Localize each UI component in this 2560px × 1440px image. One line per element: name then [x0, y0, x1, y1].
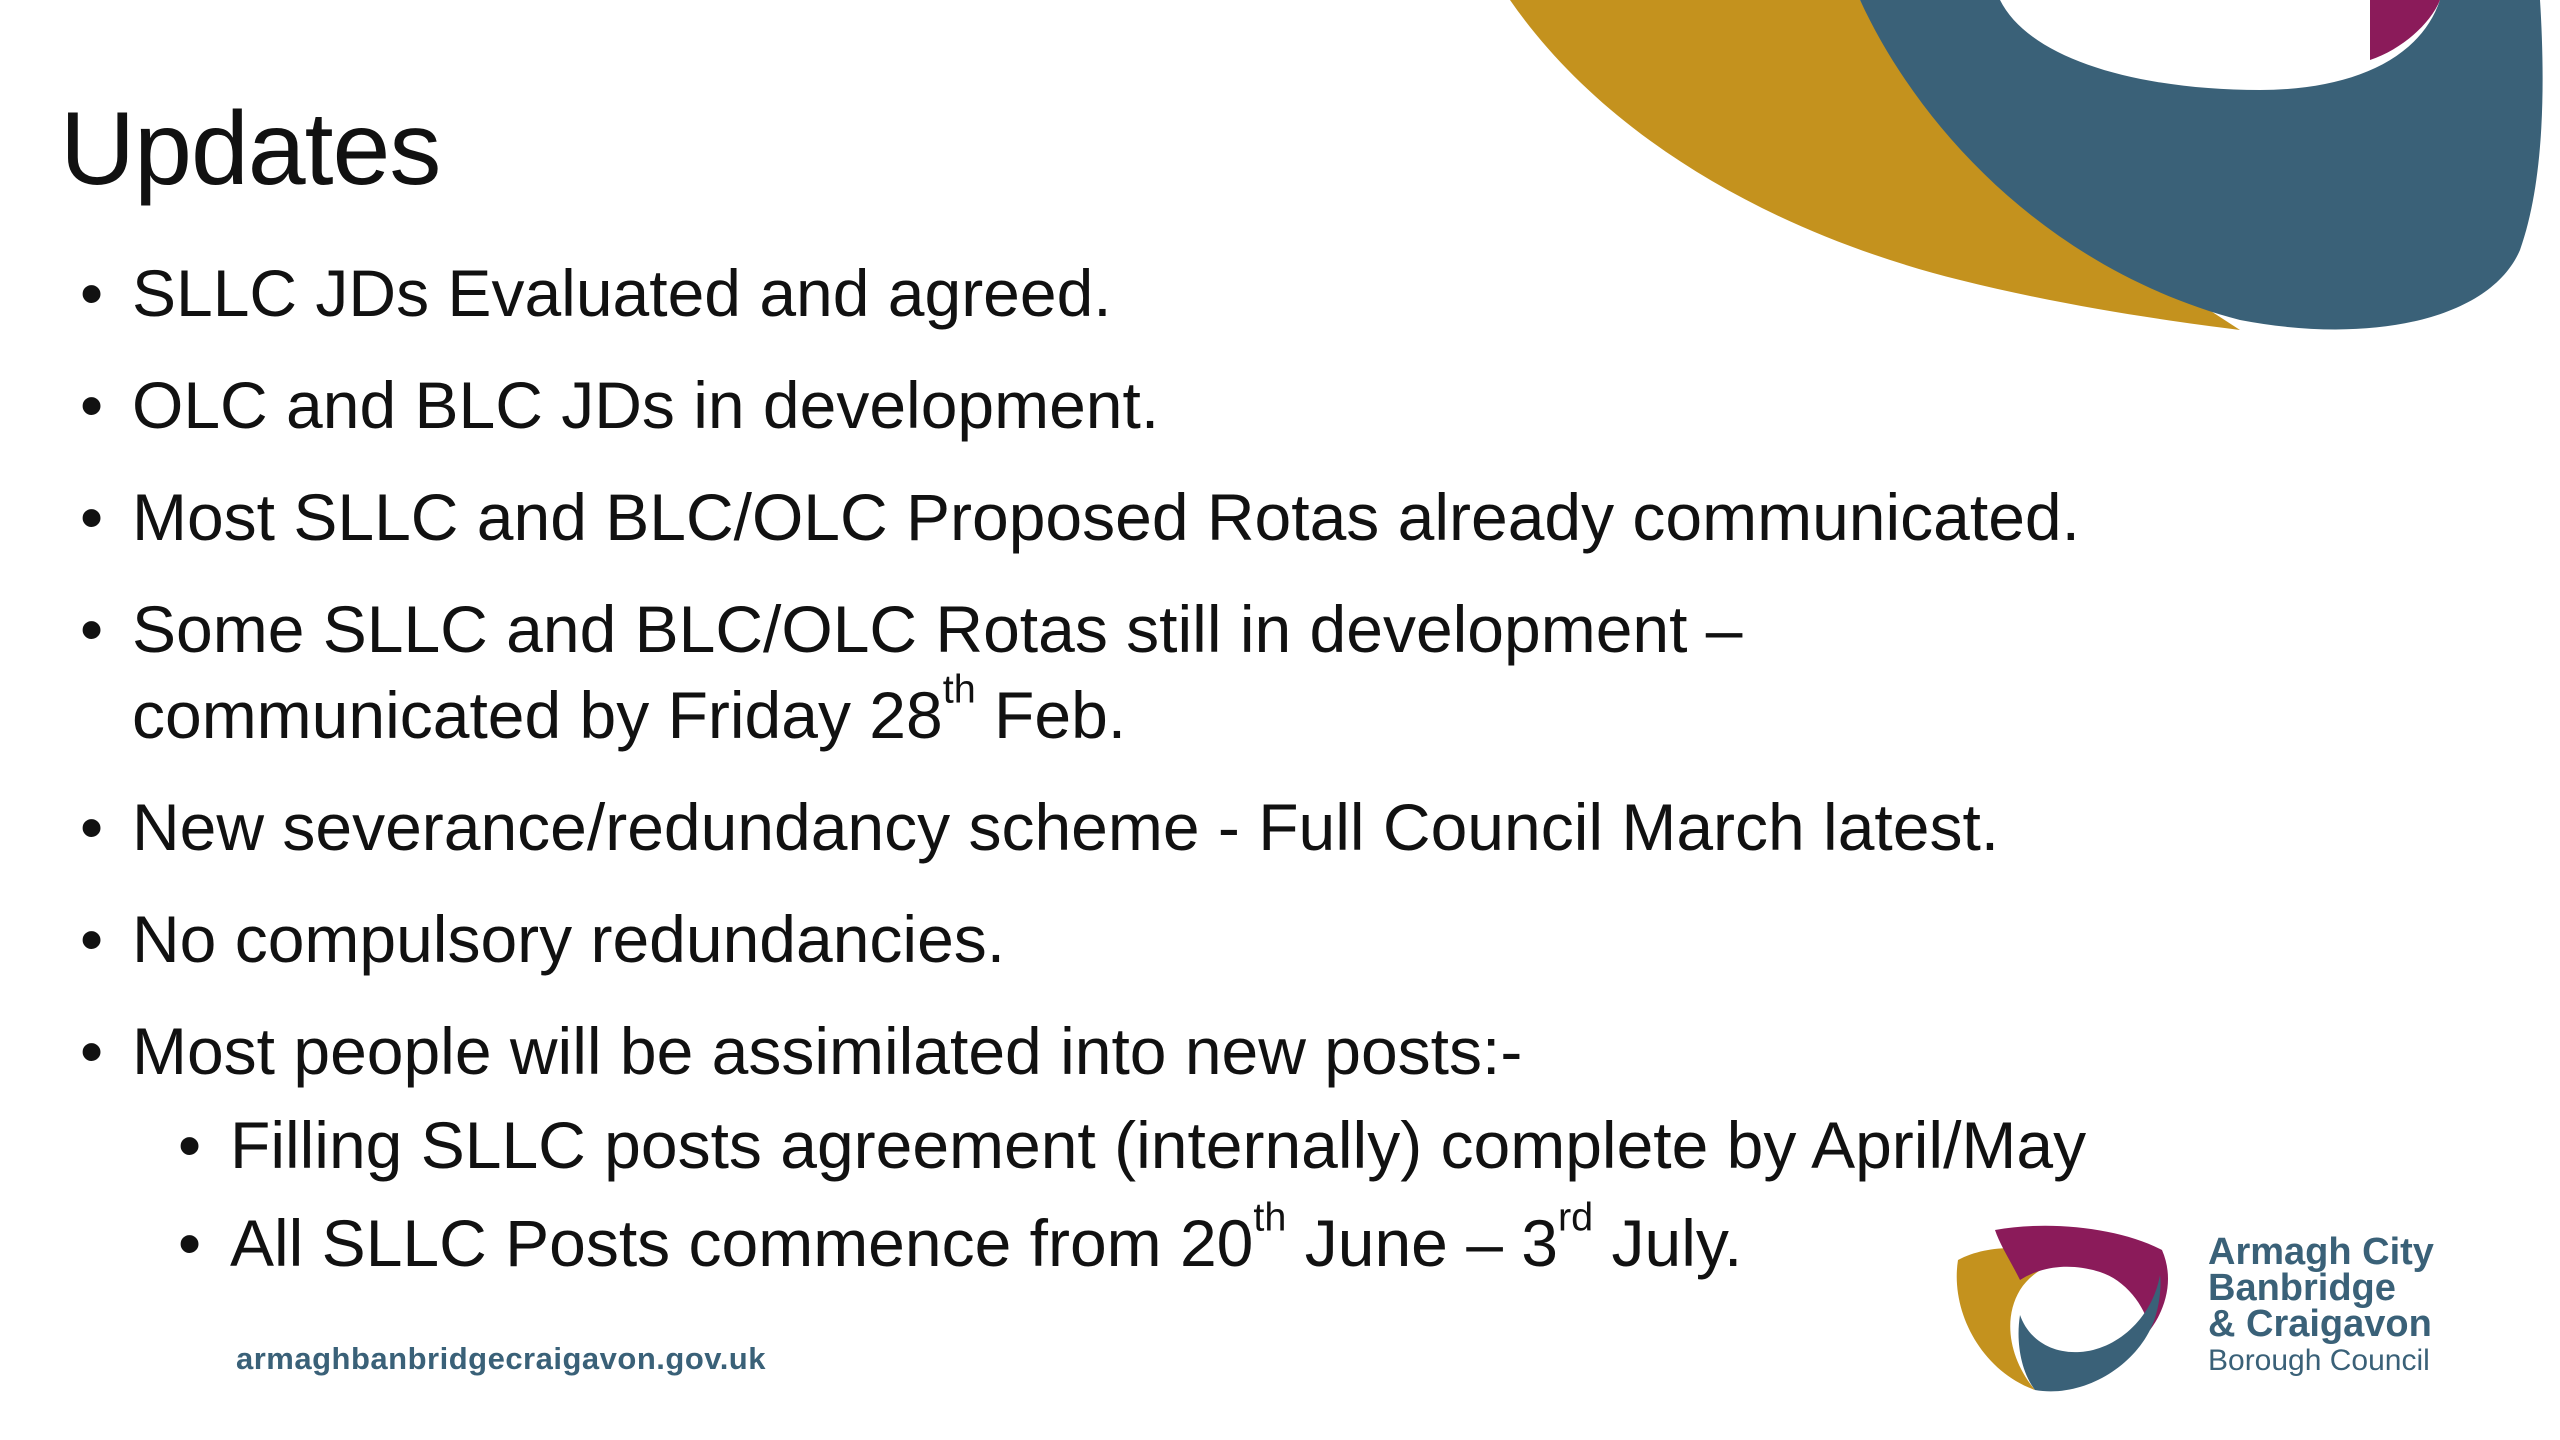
sub-bullet-text: June – 3	[1286, 1206, 1558, 1280]
ordinal-suffix: th	[1253, 1195, 1287, 1240]
bullet-item: • New severance/redundancy scheme - Full Council March latest.	[80, 784, 2280, 870]
sub-bullet-item: • Filling SLLC posts agreement (internally) complete by April/May	[178, 1102, 2280, 1188]
logo-subtitle: Borough Council	[2208, 1344, 2430, 1377]
logo-line: Armagh City	[2208, 1231, 2434, 1273]
bullet-text: Most people will be assimilated into new posts:-	[132, 1014, 1523, 1088]
logo-line: & Craigavon	[2208, 1303, 2432, 1345]
council-triangle-logo-icon	[1940, 1220, 2180, 1400]
bullet-line-text: Feb.	[975, 678, 1127, 752]
bullet-list	[80, 250, 2280, 1312]
bullet-line-text: communicated by Friday 28	[132, 678, 943, 752]
footer-website-url: armaghbanbridgecraigavon.gov.uk	[236, 1341, 766, 1376]
bullet-item: • SLLC JDs Evaluated and agreed.	[80, 250, 2280, 336]
bullet-item: • No compulsory redundancies.	[80, 896, 2280, 982]
ordinal-suffix: th	[942, 667, 976, 712]
sub-bullet-text: All SLLC Posts commence from 20	[230, 1206, 1254, 1280]
bullet-line: Some SLLC and BLC/OLC Rotas still in development –	[132, 592, 1743, 666]
slide-title: Updates	[60, 91, 441, 207]
logo-maroon-segment	[1995, 1226, 2168, 1330]
sub-bullet-text: July.	[1593, 1206, 1743, 1280]
council-logo-text	[2208, 1231, 2508, 1380]
ordinal-suffix: rd	[1557, 1195, 1594, 1240]
bullet-item: • Most SLLC and BLC/OLC Proposed Rotas already communicated.	[80, 474, 2280, 560]
bullet-item: • OLC and BLC JDs in development.	[80, 362, 2280, 448]
bullet-item	[80, 586, 2280, 758]
council-logo	[1940, 1220, 2500, 1400]
logo-line: Banbridge	[2208, 1267, 2396, 1309]
